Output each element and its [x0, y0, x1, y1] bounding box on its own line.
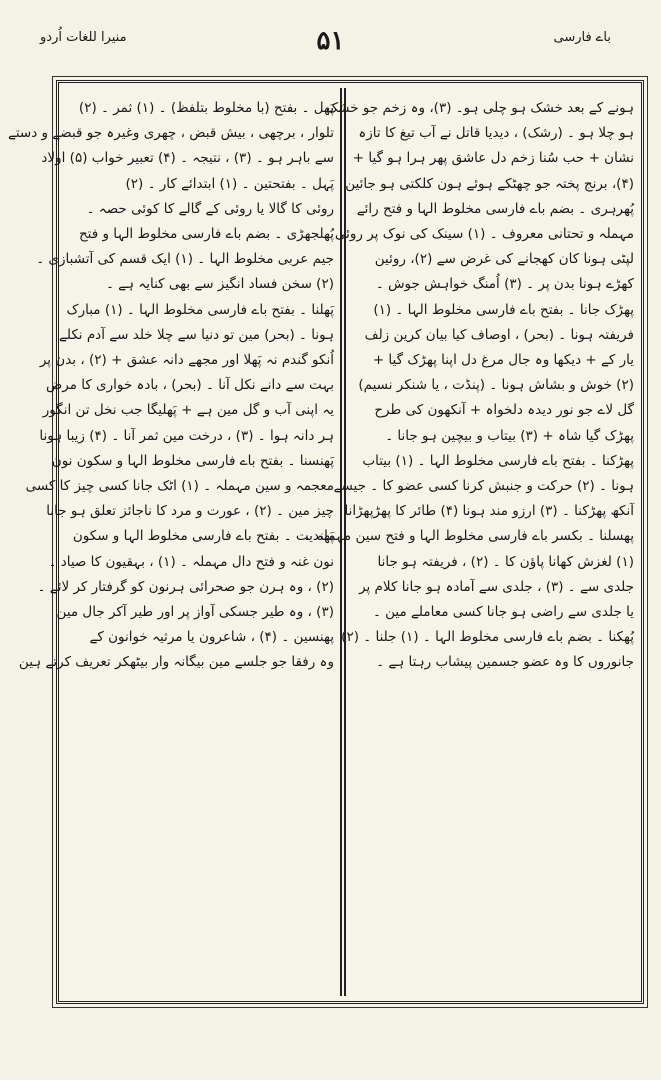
text-line: وہ رفقا جو جلسے مین بیگانہ وار بیٹھکر تعریف کرتے ہین [18, 654, 334, 671]
text-line: پَھندیت ۔ بفتح باے فارسی مخلوط الہا و سکون [72, 528, 334, 545]
text-line: پھنسین ۔ (۴) ، شاعرون یا مرثیہ خوانون کے [89, 629, 334, 646]
book-title: منیرا للغات اُردو [40, 30, 127, 45]
left-column [7, 96, 334, 992]
text-line: پُھکنا ۔ بضم باے فارسی مخلوط الہا ۔ (۱) جلنا ۔ (۲) [341, 629, 634, 646]
text-line: جانوروں کا وہ عضو جسمین پیشاب رہتا ہے ۔ [376, 654, 634, 671]
text-line: پَھنسنا ۔ بفتح باے فارسی مخلوط الہا و سکون نون [51, 452, 334, 469]
text-line: پھڑکنا ۔ بفتح باے فارسی مخلوط الہا ۔ (۱) بیتاب [362, 452, 634, 469]
text-line: آنکھ پھڑکنا ۔ (۳) ارزو مند ہونا (۴) طائر کا پھڑپھڑانا [344, 503, 634, 520]
text-line: نشان + حب سُنا زخم دل عاشق پھر ہرا ہو گیا + [352, 150, 634, 167]
text-line: سے باہر ہو ۔ (۳) ، نتیجہ ۔ (۴) تعبیر خواب (۵) اولاد [41, 150, 334, 167]
text-line: پھسلنا ۔ بکسر باے فارسی مخلوط الہا و فتح سین مہملہ ۔ [303, 528, 634, 545]
text-line: مہملہ و تحتانی معروف ۔ (۱) سینک کی نوک پر روئی [334, 226, 634, 243]
text-line: لپٹی ہونا کان کھجانے کی غرض سے (۲)، روئین [374, 251, 634, 268]
text-line: کھڑے ہونا بدن پر ۔ (۳) اُمنگ خواہش جوش ۔ [375, 276, 634, 293]
text-line: ہونا ۔ (بحر) مین تو دنیا سے چلا خلد سے آدم نکلے [58, 326, 334, 343]
text-line: (۱) لغزش کھانا پاؤن کا ۔ (۲) ، فریفتہ ہو جانا [377, 553, 634, 570]
text-line: (۲) خوش و بشاش ہونا ۔ (پنڈت ، یا شنکر نسیم) [358, 377, 634, 394]
text-line: ہر دانہ ہوا ۔ (۳) ، درخت مین ثمر آنا ۔ (۴) زیبا ہونا [39, 427, 334, 444]
text-line: پَھلنا ۔ بفتح باے فارسی مخلوط الہا ۔ (۱) مبارک [66, 301, 334, 318]
text-line: پَھل ۔ بفتح (با مخلوط بتلفظ) ۔ (۱) ثمر ۔ (۲) [78, 100, 334, 116]
text-line: (۲) ، وہ ہرن جو صحرائی ہرنون کو گرفتار کر لائے ۔ [37, 578, 334, 595]
text-line: بہت سے دانے نکل آنا ۔ (بحر) ، بادہ خواری کا مرض [45, 377, 334, 394]
text-line: پھڑک جانا ۔ بفتح باے فارسی مخلوط الہا ۔ (۱) [373, 301, 634, 318]
text-line: معجمہ و سین مہملہ ۔ (۱) اٹک جانا کسی چیز کا کسی [25, 478, 334, 495]
text-line: ہونا ۔ (۲) حرکت و جنبش کرنا کسی عضو کا ۔ جیسے [333, 478, 634, 495]
text-line: (۲) سخن فساد انگیز سے بھی کنایہ ہے ۔ [105, 276, 334, 293]
text-line: یہ اپنی آب و گل مین ہے + پَھلیگا جب نخل تن انگور [42, 402, 334, 419]
text-line: جلدی سے ۔ (۳) ، جلدی سے آمادہ ہو جانا کلام پر [359, 578, 634, 595]
right-column [303, 96, 634, 992]
page-number: ۵۱ [316, 26, 345, 56]
text-line: روئی کا گالا یا روئی کے گالے کا کوئی حصہ ۔ [86, 200, 334, 217]
text-line: اُنکو گندم نہ پَھلا اور مجھے دانہ عشق + (۲) ، بدن پر [39, 352, 334, 369]
text-line: تلوار ، برچھی ، بیش قبض ، چھری وغیرہ جو قبضے و دستے [7, 125, 334, 142]
text-line: پھڑک گیا شاہ + (۳) بیتاب و بیچین ہو جانا ۔ [385, 427, 634, 444]
text-line: (۴)، برنج پختہ جو چھٹکے ہوئے ہون کلکتی ہو جائین [345, 175, 634, 192]
text-line: پُھرہری ۔ بضم باے فارسی مخلوط الہا و فتح رائے [356, 200, 634, 217]
text-line: نون غنہ و فتح دال مہملہ ۔ (۱) ، بہقیون کا صیاد ۔ [48, 553, 334, 570]
text-line: ہو چلا ہو ۔ (رشک) ، دیدیا قاتل نے آب تیغ کا تازہ [358, 125, 634, 142]
text-line: ہونے کے بعد خشک ہو چلی ہو۔ (۳)، وہ زخم جو خشک [326, 100, 634, 116]
text-line: یار کے + دیکھا وہ جال مرغ دل اپنا پھڑک گیا + [372, 352, 634, 369]
text-line: فریفتہ ہونا ۔ (بحر) ، اوصاف کیا بیان کرین زلف [364, 326, 634, 343]
page-header [40, 22, 621, 62]
text-line: پَہل ۔ بفتحتین ۔ (۱) ابتدائے کار ۔ (۲) [125, 175, 334, 192]
text-line: (۳) ، وہ طیر جسکی آواز پر اور طیر آکر جال مین [56, 604, 334, 621]
text-line: یا جلدی سے راضی ہو جانا کسی معاملے مین ۔ [372, 604, 634, 621]
text-line: گل لاے جو نور دیدہ دلخواہ + آنکھون کی طرح [374, 402, 634, 419]
text-line: پُھلجھڑی ۔ بضم باے فارسی مخلوط الہا و فتح [78, 226, 334, 243]
section-title: باے فارسی [553, 30, 611, 45]
text-line: جیم عربی مخلوط الہا ۔ (۱) ایک قسم کی آتشبازی ۔ [36, 251, 334, 268]
text-line: چیز مین ۔ (۲) ، عورت و مرد کا ناجائز تعلق ہو جانا [46, 503, 334, 520]
